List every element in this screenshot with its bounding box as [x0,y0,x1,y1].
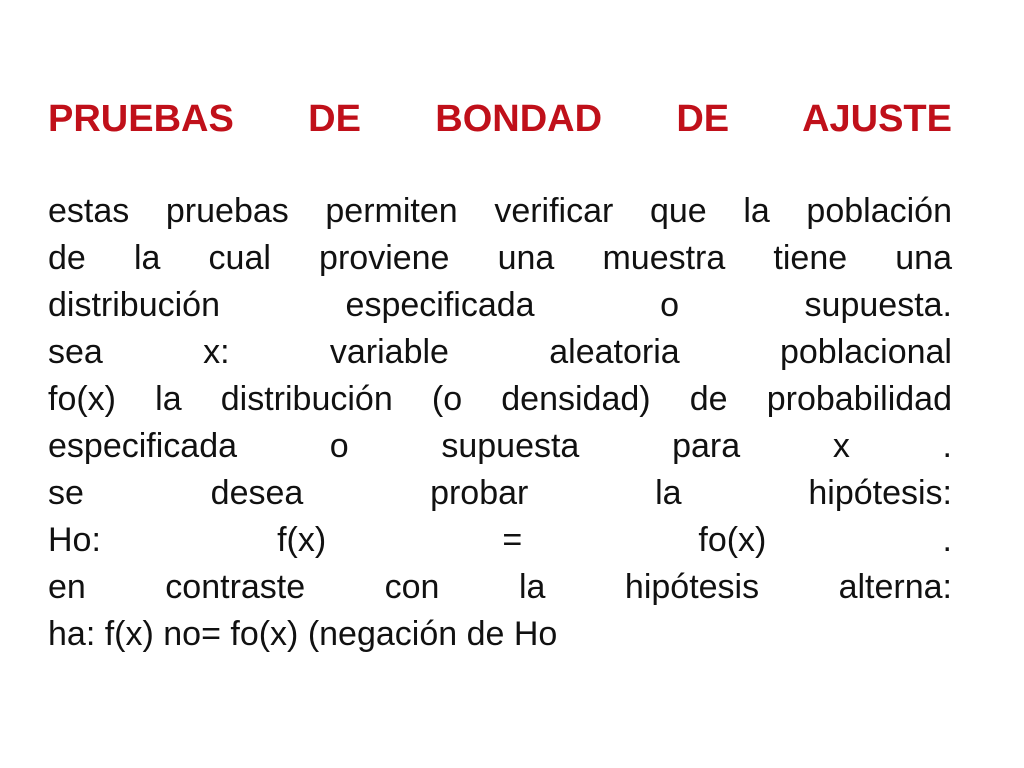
body-line-9: en contraste con la hipótesis alterna: [48,568,952,606]
body-line-7: se desea probar la hipótesis: [48,474,952,512]
body-line-8: Ho: f(x) = fo(x) . [48,521,952,559]
body-line-3: distribución especificada o supuesta. [48,286,952,324]
body-line-4: sea x: variable aleatoria poblacional [48,333,952,371]
body-line-5: fo(x) la distribución (o densidad) de probabilidad [48,380,952,418]
body-line-6: especificada o supuesta para x . [48,427,952,465]
body-line-10: ha: f(x) no= fo(x) (negación de Ho [48,615,558,653]
body-line-1: estas pruebas permiten verificar que la población [48,192,952,230]
slide-body-text [48,188,952,658]
slide-title: PRUEBAS DE BONDAD DE AJUSTE [48,98,952,140]
body-line-2: de la cual proviene una muestra tiene una [48,239,952,277]
